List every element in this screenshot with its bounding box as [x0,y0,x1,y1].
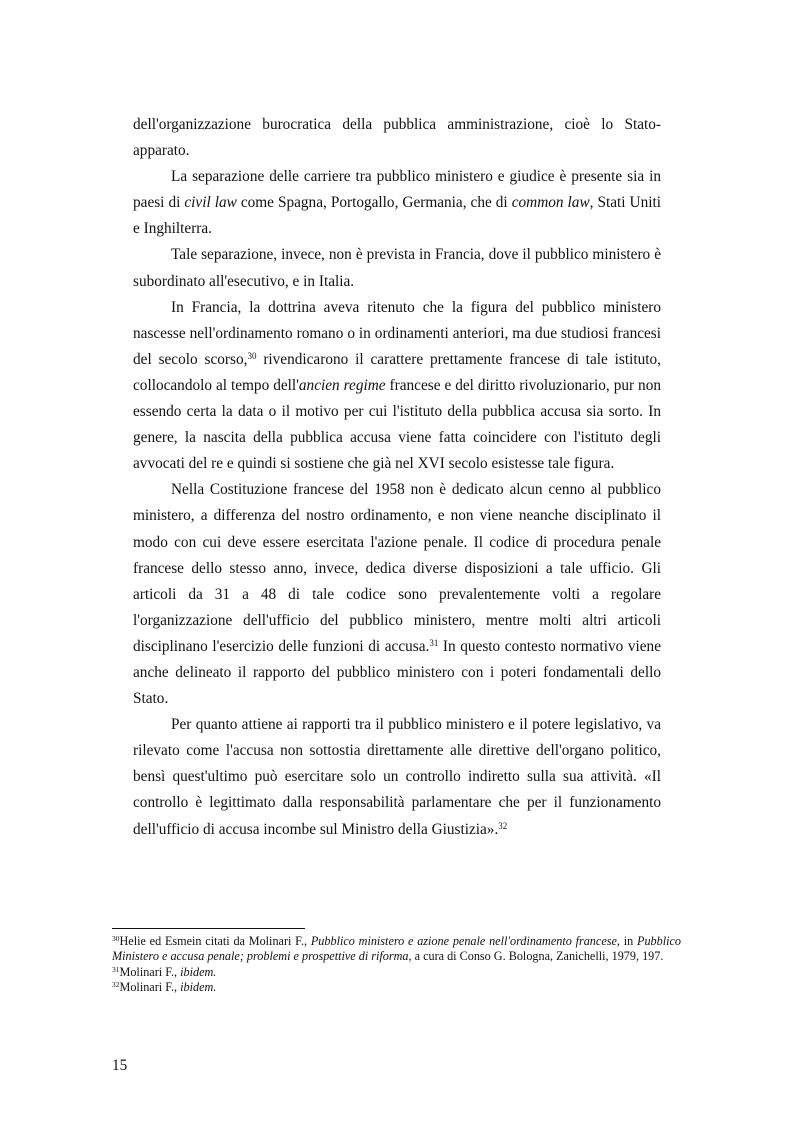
footnote-number: 31 [112,964,120,974]
footnote-32: $^{32}$Molinari F., ibidem. [112,979,217,994]
footnote-ref-30[interactable]: 30 [247,350,257,361]
italic-term-common-law: common law [511,194,590,212]
footnote-number: 32 [112,979,120,989]
paragraph-5: Nella Costituzione francese del 1958 non è dedicato alcun cenno al pubblico ministero, a differenza del nostro ordinamento, e non viene neanche disciplinato il modo con cui deve essere esercitata l'azione penale. Il codice di procedura penale francese dello stesso anno, invece, dedica diverse disposizioni a tale ufficio. Gli articoli da 31 a 48 di tale codice sono prevalentemente volti a regolare l'organizzazione dell'ufficio del pubblico ministero, mentre molti altri articoli disciplinano l'esercizio delle funzioni di accusa.$^{31}$ In questo contesto normativo viene anche delineato il rapporto del pubblico ministero con i poteri fondamentali dello Stato. [133,481,661,708]
footnote-31: $^{31}$Molinari F., ibidem. [112,964,217,979]
paragraph-6: Per quanto attiene ai rapporti tra il pubblico ministero e il potere legislativo, va rilevato come l'accusa non sottostia direttamente alle direttive dell'organo politico, bensì quest'ultimo può esercitare solo un controllo indiretto sulla sua attività. «Il controllo è legittimato dalla responsabilità parlamentare che per il funzionamento dell'ufficio di accusa incombe sul Ministro della Giustizia».$^{32}$ [133,716,661,838]
footnote-ref-31[interactable]: 31 [429,637,439,648]
footnotes [112,934,681,995]
footnote-30: $^{30}$Helie ed Esmein citati da Molinari F., Pubblico ministero e azione penale nell'ordinamento francese, in Pubblico Ministero e accusa penale; problemi e prospettive di riforma, a cura di Conso G. Bologna, Zanichelli, 1979, 197. [112,934,682,964]
paragraph-3: Tale separazione, invece, non è prevista in Francia, dove il pubblico ministero è subordinato all'esecutivo, e in Italia. [133,246,661,290]
paragraph-1: dell'organizzazione burocratica della pubblica amministrazione, cioè lo Stato-apparato. [133,116,661,160]
footnote-number: 30 [112,934,120,943]
footnote-ref-32[interactable]: 32 [498,820,508,831]
body-text [133,112,661,843]
italic-term-ancien-regime: ancien regime [298,376,386,394]
page-number: 15 [112,1057,128,1074]
paragraph-4: In Francia, la dottrina aveva ritenuto che la figura del pubblico ministero nascesse nell'ordinamento romano o in ordinamenti anteriori, ma due studiosi francesi del secolo scorso,$^{30}$ rivendicarono il carattere prettamente francese di tale istituto, collocandolo al tempo dell'ancien regime francese e del diritto rivoluzionario, pur non essendo certa la data o il motivo per cui l'istituto della pubblica accusa sia sorto. In genere, la nascita della pubblica accusa viene fatta coincidere con l'istituto degli avvocati del re e quindi si sostiene che già nel XVI secolo esistesse tale figura. [133,298,661,473]
paragraph-2: La separazione delle carriere tra pubblico ministero e giudice è presente sia in paesi di civil law come Spagna, Portogallo, Germania, che di common law, Stati Uniti e Inghilterra. [133,168,661,238]
footnote-separator [112,928,305,929]
italic-term-civil-law: civil law [184,194,237,212]
